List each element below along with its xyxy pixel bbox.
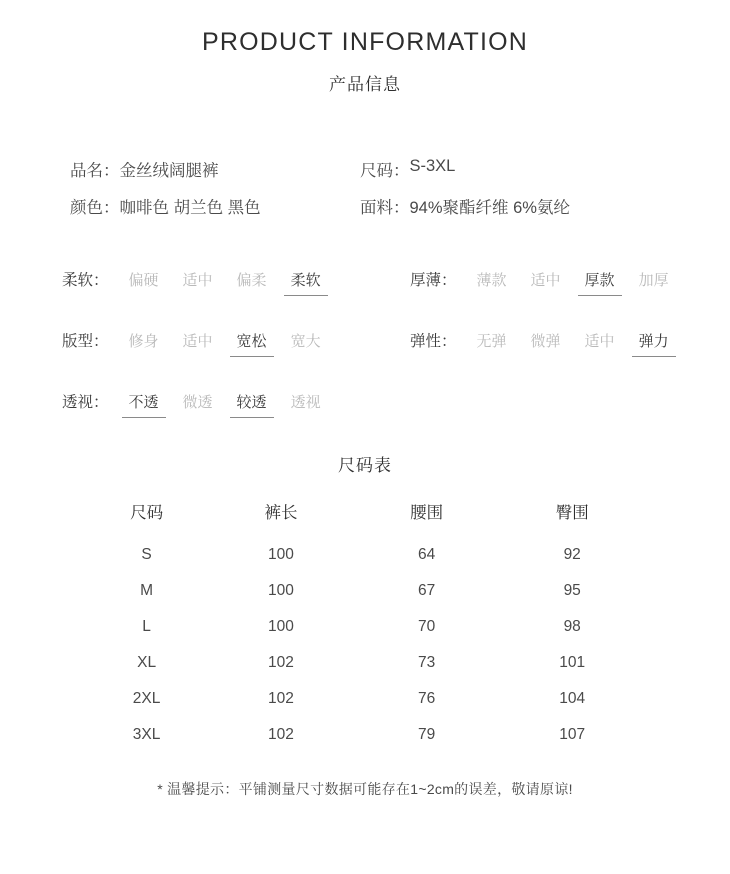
cell-length: 102 <box>268 690 294 707</box>
basic-info-block <box>0 157 730 218</box>
size-range-value: S-3XL <box>409 157 456 175</box>
attribute-fit <box>62 329 410 357</box>
attribute-options <box>465 268 681 296</box>
attribute-options <box>117 390 333 418</box>
cell-hip: 92 <box>563 546 581 563</box>
table-row <box>85 717 645 753</box>
attribute-option: 偏柔 <box>236 272 267 289</box>
attribute-option: 微弹 <box>530 333 561 350</box>
attribute-option-selected: 厚款 <box>578 268 622 296</box>
cell-length: 100 <box>268 618 294 635</box>
cell-hip: 104 <box>559 690 586 707</box>
attribute-option: 适中 <box>530 272 561 289</box>
fabric-cell <box>360 194 570 218</box>
size-range-cell <box>360 157 455 181</box>
cell-length: 102 <box>268 654 294 671</box>
table-row <box>85 609 645 645</box>
cell-hip: 95 <box>563 582 581 599</box>
attribute-label: 厚薄： <box>410 272 457 289</box>
cell-hip: 107 <box>559 726 586 743</box>
cell-waist: 79 <box>417 726 436 743</box>
size-chart-title: 尺码表 <box>338 456 392 475</box>
attribute-options <box>465 329 681 357</box>
attribute-elasticity <box>410 329 681 357</box>
basic-info-row <box>70 194 730 218</box>
page-title-chinese: 产品信息 <box>329 75 401 94</box>
attribute-option: 透视 <box>290 394 321 411</box>
attribute-line <box>62 329 730 357</box>
attribute-options <box>117 329 333 357</box>
cell-size: L <box>142 618 151 635</box>
attribute-line <box>62 390 730 418</box>
page-title-english: PRODUCT INFORMATION <box>201 28 529 56</box>
product-name-cell <box>70 157 360 181</box>
attribute-scales <box>0 268 730 418</box>
fabric-label: 面料： <box>360 199 410 217</box>
attribute-option: 微透 <box>182 394 213 411</box>
column-header-size: 尺码 <box>130 504 164 522</box>
column-header-length: 裤长 <box>264 504 298 522</box>
table-row <box>85 573 645 609</box>
cell-waist: 76 <box>417 690 436 707</box>
attribute-softness <box>62 268 410 296</box>
cell-size: 3XL <box>132 726 161 743</box>
cell-size: M <box>140 582 154 599</box>
attribute-label: 柔软： <box>62 272 109 289</box>
attribute-option: 薄款 <box>476 272 507 289</box>
attribute-label: 版型： <box>62 333 109 350</box>
attribute-option-selected: 弹力 <box>632 329 676 357</box>
size-chart-table <box>85 498 645 753</box>
attribute-option: 宽大 <box>290 333 321 350</box>
cell-length: 100 <box>268 582 294 599</box>
basic-info-row <box>70 157 730 181</box>
attribute-option: 适中 <box>182 272 213 289</box>
cell-length: 102 <box>268 726 294 743</box>
table-header-row <box>85 498 645 537</box>
fabric-value: 94%聚酯纤维 6%氨纶 <box>409 199 570 217</box>
cell-waist: 67 <box>417 582 436 599</box>
measurement-note: * 温馨提示：平铺测量尺寸数据可能存在1~2cm的误差，敬请原谅! <box>157 781 573 797</box>
cell-length: 100 <box>268 546 294 563</box>
attribute-option: 适中 <box>182 333 213 350</box>
size-range-label: 尺码： <box>360 162 410 180</box>
attribute-option-selected: 柔软 <box>284 268 328 296</box>
table-row <box>85 645 645 681</box>
table-row <box>85 537 645 573</box>
attribute-options <box>117 268 333 296</box>
attribute-option: 修身 <box>128 333 159 350</box>
attribute-option-selected: 较透 <box>230 390 274 418</box>
attribute-label: 透视： <box>62 394 109 411</box>
product-information-page <box>0 28 730 874</box>
attribute-option-selected: 不透 <box>122 390 166 418</box>
color-value: 咖啡色 胡兰色 黑色 <box>119 199 261 217</box>
column-header-hip: 臀围 <box>555 504 589 522</box>
attribute-label: 弹性： <box>410 333 457 350</box>
color-cell <box>70 194 360 218</box>
product-name-value: 金丝绒阔腿裤 <box>119 162 219 180</box>
cell-size: 2XL <box>132 690 161 707</box>
attribute-thickness <box>410 268 681 296</box>
attribute-option: 无弹 <box>476 333 507 350</box>
cell-hip: 101 <box>559 654 586 671</box>
cell-waist: 64 <box>417 546 436 563</box>
table-row <box>85 681 645 717</box>
cell-size: XL <box>137 654 157 671</box>
cell-size: S <box>141 546 152 563</box>
cell-hip: 98 <box>563 618 581 635</box>
product-name-label: 品名： <box>70 162 120 180</box>
attribute-option: 加厚 <box>638 272 669 289</box>
attribute-option-selected: 宽松 <box>230 329 274 357</box>
attribute-sheerness <box>62 390 410 418</box>
cell-waist: 73 <box>417 654 436 671</box>
color-label: 颜色： <box>70 199 120 217</box>
attribute-line <box>62 268 730 296</box>
column-header-waist: 腰围 <box>410 504 444 522</box>
attribute-option: 适中 <box>584 333 615 350</box>
cell-waist: 70 <box>417 618 436 635</box>
attribute-option: 偏硬 <box>128 272 159 289</box>
